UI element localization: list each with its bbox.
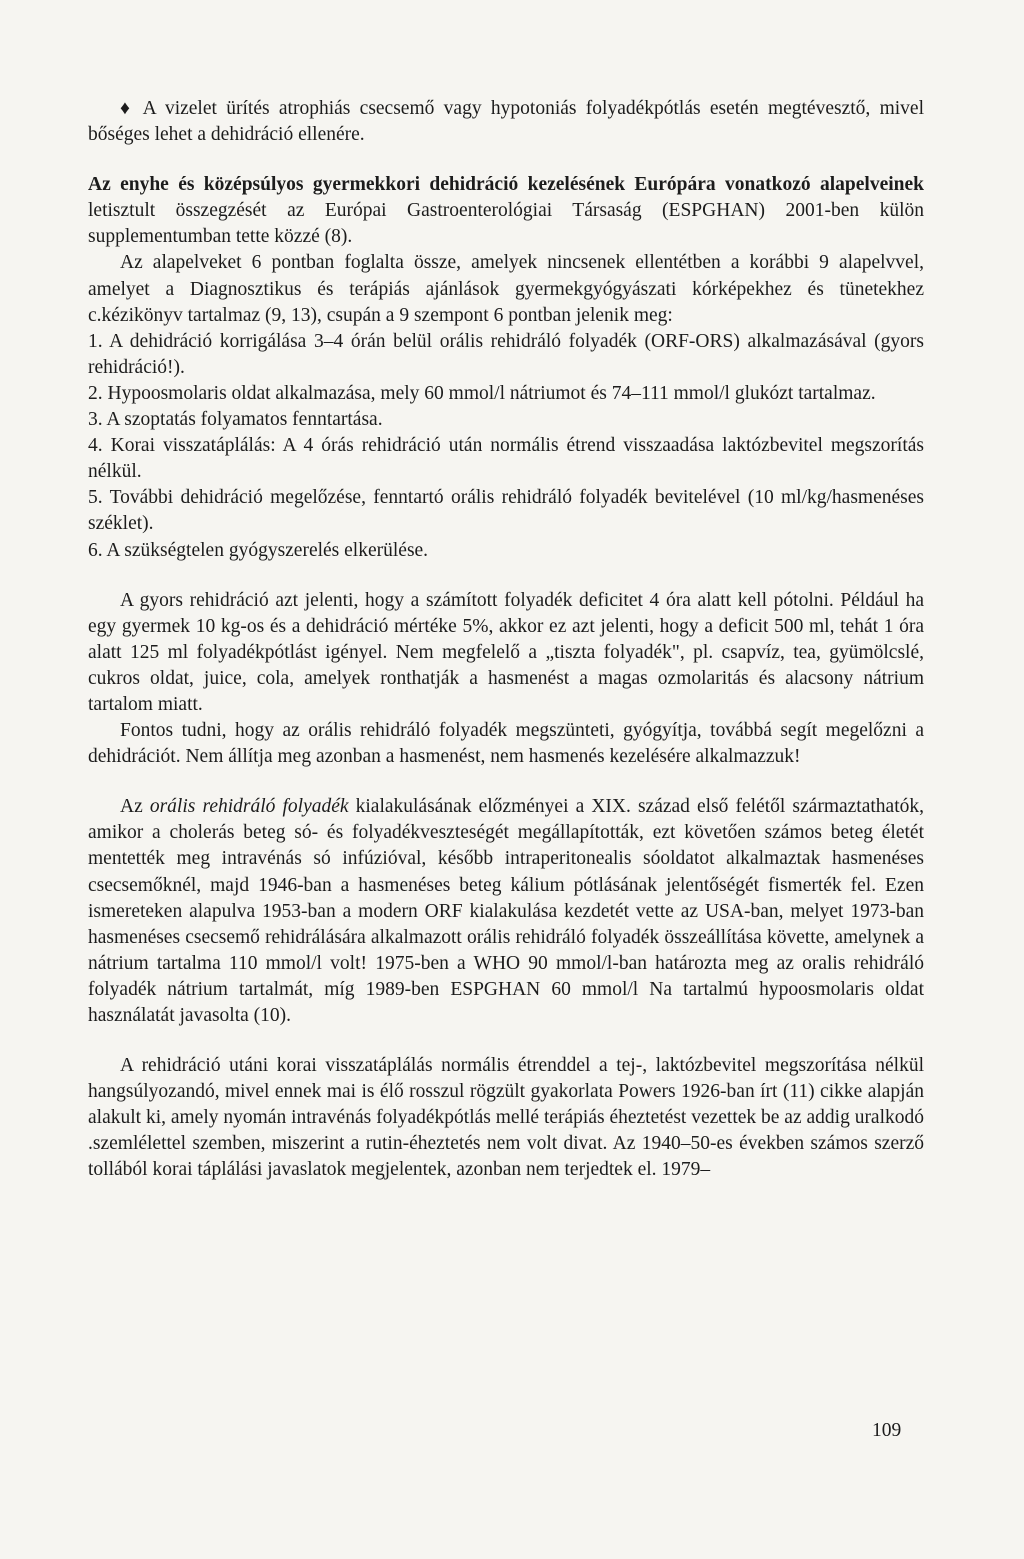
principles-intro: Az alapelveket 6 pontban foglalta össze, amelyek nincsenek ellentétben a korábbi 9 alapelvvel, amelyet a Diagnosztikus és terápiás ajánlások gyermekgyógyászati kórképekhez és tünetekhez c.kézikönyv tartalmaz (9, 13), csupán a 9 szempont 6 pontban jelenik meg:	[88, 252, 924, 326]
spacer	[88, 1029, 924, 1053]
principle-item: 1. A dehidráció korrigálása 3–4 órán belül orális rehidráló folyadék (ORF-ORS) alkalmazásával (gyors rehidráció!).	[88, 330, 924, 378]
spacer	[88, 564, 924, 588]
principle-item: 6. A szükségtelen gyógyszerelés elkerülése.	[88, 539, 429, 561]
page-number: 109	[872, 1420, 902, 1441]
history-lead: Az	[120, 796, 150, 818]
intro-rest-text: letisztult összegzését az Európai Gastroenterológiai Társaság (ESPGHAN) 2001-ben külön supplementumban tette közzé (8).	[88, 200, 924, 248]
history-paragraph	[88, 794, 924, 1029]
bullet-text: A vizelet ürítés atrophiás csecsemő vagy hypotoniás folyadékpótlás esetén megtévesztő, mivel bőséges lehet a dehidráció ellenére.	[88, 98, 924, 146]
spacer	[88, 770, 924, 794]
history-italic: orális rehidráló folyadék	[149, 796, 349, 818]
principle-item: 3. A szoptatás folyamatos fenntartása.	[88, 409, 383, 431]
bullet-paragraph	[88, 96, 924, 148]
diamond-bullet-icon: ♦	[120, 98, 135, 119]
principle-item: 4. Korai visszatáplálás: A 4 órás rehidráció után normális étrend visszaadása laktózbevitel megszorítás nélkül.	[88, 435, 924, 483]
feeding-paragraph: A rehidráció utáni korai visszatáplálás normális étrenddel a tej-, laktózbevitel megszorítása nélkül hangsúlyozandó, mivel ennek mai is élő rosszul rögzült gyakorlata Powers 1926-ban írt (11) cikke alapján alakult ki, amely nyomán intravénás folyadékpótlás mellé terápiás éheztetést vezettek be az addig uralkodó .szemlélettel szemben, miszerint a rutin-éheztetés nem volt divat. Az 1940–50-es években számos szerző tollából korai táplálási javaslatok megjelentek, azonban nem terjedtek el. 1979–	[88, 1055, 925, 1181]
principle-item: 2. Hypoosmolaris oldat alkalmazása, mely 60 mmol/l nátriumot és 74–111 mmol/l glukózt tartalmaz.	[88, 382, 876, 404]
principle-item: 5. További dehidráció megelőzése, fenntartó orális rehidráló folyadék bevitelével (10 ml/kg/hasmenéses széklet).	[88, 487, 924, 535]
intro-paragraph	[88, 172, 924, 250]
important-paragraph: Fontos tudni, hogy az orális rehidráló folyadék megszünteti, gyógyítja, továbbá segít megelőzni a dehidrációt. Nem állítja meg azonban a hasmenést, nem hasmenés kezelésére alkalmazzuk!	[88, 720, 924, 768]
spacer	[88, 148, 924, 172]
body-text	[88, 96, 924, 1184]
intro-bold-text: Az enyhe és középsúlyos gyermekkori dehidráció kezelésének Európára vonatkozó alapelveinek	[88, 174, 924, 196]
history-rest: kialakulásának előzményei a XIX. század első felétől származtathatók, amikor a cholerás beteg só- és folyadékveszteségét megállapították, ezt követően számos beteg életét mentették meg intravénás só infúzióval, később intraperitonealis sóoldatot alkalmaztak hasmenéses csecsemőknél, majd 1946-ban a hasmenéses beteg kálium pótlásának jelentőségét fismerték fel. Ezen ismereteken alapulva 1953-ban a modern ORF kialakulása kezdetét vette az USA-ban, melyet 1973-ban hasmenéses csecsemő rehidrálására alkalmazott orális rehidráló folyadék összeállítása követte, amelynek a nátrium tartalma 110 mmol/l volt! 1975-ben a WHO 90 mmol/l-ban határozta meg az oralis rehidráló folyadék nátrium tartalmát, míg 1989-ben ESPGHAN 60 mmol/l Na tartalmú hypoosmolaris oldat használatát javasolta (10).	[88, 796, 924, 1026]
rapid-rehydration-paragraph: A gyors rehidráció azt jelenti, hogy a számított folyadék deficitet 4 óra alatt kell pótolni. Például ha egy gyermek 10 kg-os és a dehidráció mértéke 5%, akkor ez azt jelenti, hogy a deficit 500 ml, tehát 1 óra alatt 125 ml folyadékpótlást igényel. Nem megfelelő a „tiszta folyadék", pl. csapvíz, tea, gyümölcslé, cukros oldat, juice, cola, amelyek ronthatják a hasmenést a magas ozmolaritás és alacsony nátrium tartalom miatt.	[88, 589, 924, 715]
